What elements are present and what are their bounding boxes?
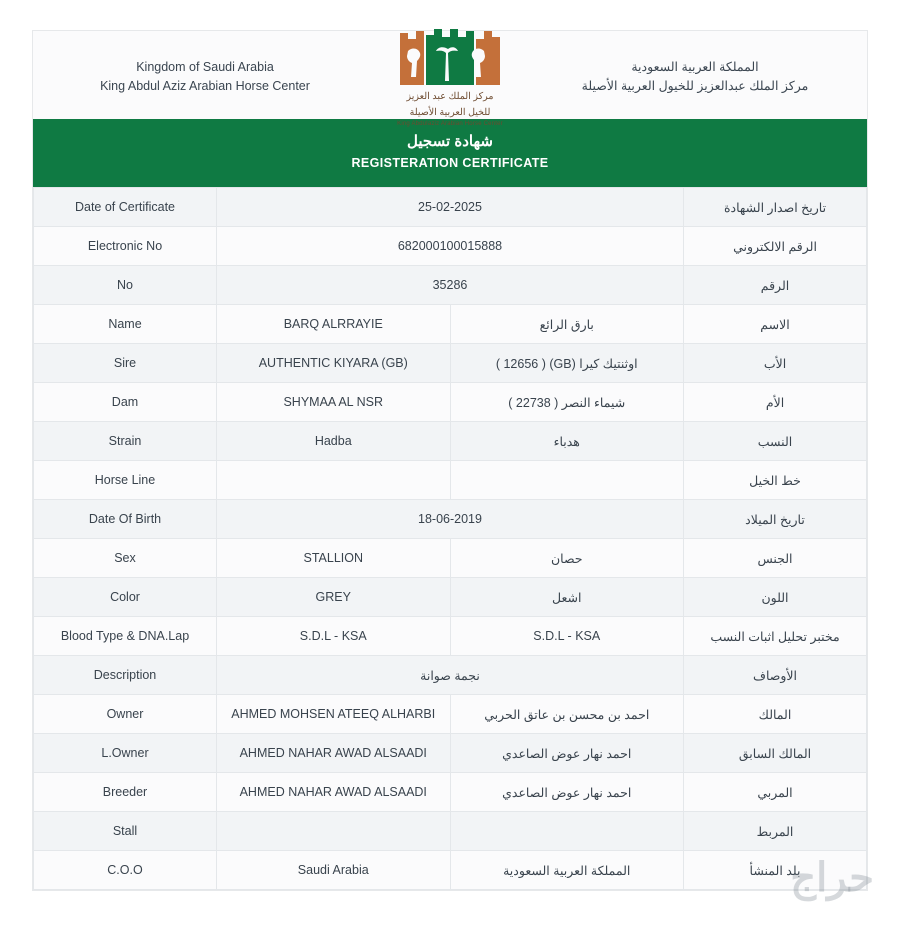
row-value-arabic: اشعل: [450, 578, 684, 617]
row-label-arabic: مختبر تحليل اثبات النسب: [684, 617, 867, 656]
row-label-english: Sex: [34, 539, 217, 578]
table-row: [34, 617, 867, 656]
table-row: [34, 578, 867, 617]
row-label-arabic: المربط: [684, 812, 867, 851]
certificate-details-table: [33, 187, 867, 890]
row-label-english: Stall: [34, 812, 217, 851]
table-row: [34, 227, 867, 266]
row-label-arabic: الأم: [684, 383, 867, 422]
row-value-arabic: حصان: [450, 539, 684, 578]
row-value-arabic: المملكة العربية السعودية: [450, 851, 684, 890]
row-value-english: Saudi Arabia: [217, 851, 451, 890]
row-label-english: Name: [34, 305, 217, 344]
table-row: [34, 500, 867, 539]
row-label-english: Date Of Birth: [34, 500, 217, 539]
table-row: [34, 344, 867, 383]
row-value-merged: 682000100015888: [217, 227, 684, 266]
row-value-english: [217, 812, 451, 851]
row-label-english: Sire: [34, 344, 217, 383]
table-row: [34, 383, 867, 422]
row-label-english: Strain: [34, 422, 217, 461]
row-label-arabic: بلد المنشأ: [684, 851, 867, 890]
row-value-arabic: شيماء النصر ( 22738 ): [450, 383, 684, 422]
row-label-english: C.O.O: [34, 851, 217, 890]
certificate-header: [33, 31, 867, 127]
row-label-english: L.Owner: [34, 734, 217, 773]
row-value-english: Hadba: [217, 422, 451, 461]
row-label-arabic: المالك السابق: [684, 734, 867, 773]
horse-logo-icon: [398, 27, 502, 87]
row-value-english: S.D.L - KSA: [217, 617, 451, 656]
row-value-english: BARQ ALRRAYIE: [217, 305, 451, 344]
row-value-english: GREY: [217, 578, 451, 617]
row-value-arabic: هدباء: [450, 422, 684, 461]
table-row: [34, 305, 867, 344]
row-value-arabic: احمد نهار عوض الصاعدي: [450, 773, 684, 812]
row-value-merged: 25-02-2025: [217, 188, 684, 227]
row-value-merged: 35286: [217, 266, 684, 305]
row-value-merged: 18-06-2019: [217, 500, 684, 539]
row-label-arabic: الرقم الالكتروني: [684, 227, 867, 266]
table-row: [34, 539, 867, 578]
row-label-arabic: تاريخ الميلاد: [684, 500, 867, 539]
row-label-arabic: المالك: [684, 695, 867, 734]
row-value-arabic: بارق الرائع: [450, 305, 684, 344]
table-row: [34, 461, 867, 500]
row-value-english: AHMED NAHAR AWAD ALSAADI: [217, 773, 451, 812]
logo-arabic-line1: مركز الملك عبد العزيز: [406, 91, 494, 102]
row-label-english: Electronic No: [34, 227, 217, 266]
row-value-english: AHMED NAHAR AWAD ALSAADI: [217, 734, 451, 773]
center-logo: [355, 27, 545, 127]
row-value-arabic: [450, 812, 684, 851]
row-label-arabic: تاريخ اصدار الشهادة: [684, 188, 867, 227]
row-label-arabic: المربي: [684, 773, 867, 812]
header-arabic-block: [545, 58, 845, 96]
row-label-arabic: الاسم: [684, 305, 867, 344]
row-value-english: AHMED MOHSEN ATEEQ ALHARBI: [217, 695, 451, 734]
table-row: [34, 851, 867, 890]
row-label-english: Breeder: [34, 773, 217, 812]
row-label-english: No: [34, 266, 217, 305]
certificate-title-band: [33, 119, 867, 187]
row-label-english: Blood Type & DNA.Lap: [34, 617, 217, 656]
row-value-merged: نجمة صوانة: [217, 656, 684, 695]
row-value-english: STALLION: [217, 539, 451, 578]
row-label-english: Horse Line: [34, 461, 217, 500]
row-value-english: AUTHENTIC KIYARA (GB): [217, 344, 451, 383]
header-ar-line2: مركز الملك عبدالعزيز للخيول العربية الأصيلة: [581, 79, 809, 93]
watermark-text: حراج: [790, 856, 874, 900]
header-english-block: [55, 58, 355, 96]
row-label-arabic: اللون: [684, 578, 867, 617]
logo-english-name: King Abdulaziz Arabian Horse Center: [397, 121, 503, 127]
certificate-title-english: REGISTERATION CERTIFICATE: [351, 156, 549, 170]
row-label-english: Color: [34, 578, 217, 617]
row-label-english: Owner: [34, 695, 217, 734]
table-row: [34, 734, 867, 773]
row-value-english: SHYMAA AL NSR: [217, 383, 451, 422]
row-label-arabic: الرقم: [684, 266, 867, 305]
row-label-english: Dam: [34, 383, 217, 422]
table-row: [34, 656, 867, 695]
row-label-arabic: الجنس: [684, 539, 867, 578]
row-value-english: [217, 461, 451, 500]
logo-arabic-line2: للخيل العربية الأصيلة: [409, 107, 491, 118]
table-row: [34, 266, 867, 305]
watermark: [790, 855, 874, 901]
table-row: [34, 695, 867, 734]
row-label-english: Description: [34, 656, 217, 695]
table-row: [34, 188, 867, 227]
row-label-arabic: الأب: [684, 344, 867, 383]
row-value-arabic: احمد بن محسن بن عاتق الحربي: [450, 695, 684, 734]
row-label-english: Date of Certificate: [34, 188, 217, 227]
row-label-arabic: النسب: [684, 422, 867, 461]
table-row: [34, 422, 867, 461]
row-value-arabic: S.D.L - KSA: [450, 617, 684, 656]
row-value-arabic: اوثنتيك كيرا (GB) ( 12656 ): [450, 344, 684, 383]
row-value-arabic: [450, 461, 684, 500]
table-row: [34, 812, 867, 851]
table-row: [34, 773, 867, 812]
row-value-arabic: احمد نهار عوض الصاعدي: [450, 734, 684, 773]
certificate-title-arabic: شهادة تسجيل: [407, 133, 493, 150]
row-label-arabic: الأوصاف: [684, 656, 867, 695]
header-en-line2: King Abdul Aziz Arabian Horse Center: [100, 79, 310, 93]
header-en-line1: Kingdom of Saudi Arabia: [136, 60, 274, 74]
registration-certificate: [32, 30, 868, 891]
header-ar-line1: المملكة العربية السعودية: [631, 60, 759, 74]
row-label-arabic: خط الخيل: [684, 461, 867, 500]
